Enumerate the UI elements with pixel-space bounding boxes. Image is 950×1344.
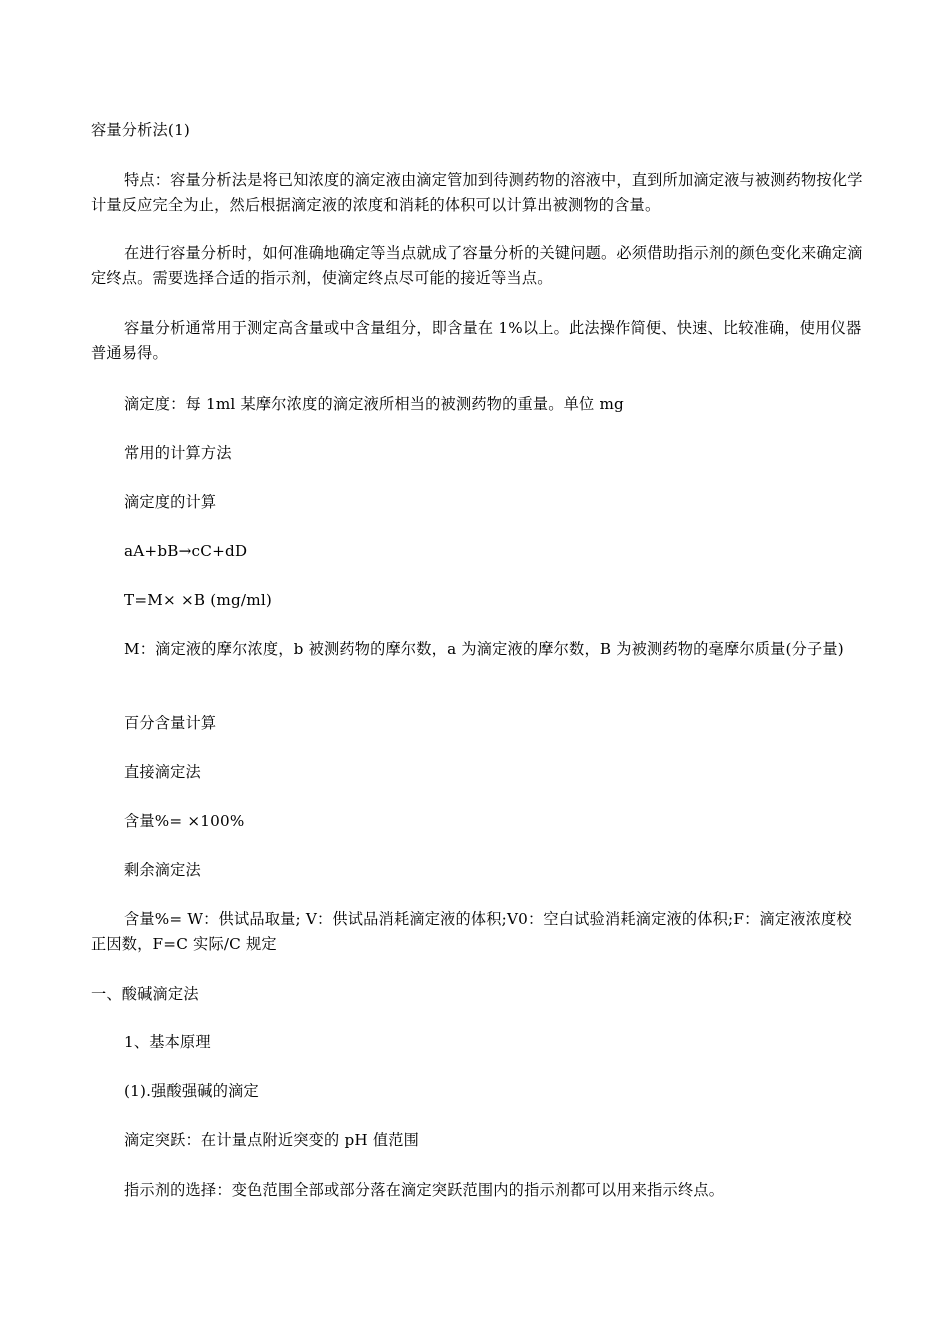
paragraph-equivalence-point: 在进行容量分析时，如何准确地确定等当点就成了容量分析的关键问题。必须借助指示剂的颜色变化来确定滴定终点。需要选择合适的指示剂，使滴定终点尽可能的接近等当点。 — [91, 244, 863, 287]
back-titration-formula: 含量%= W：供试品取量; V：供试品消耗滴定液的体积;V0：空白试验消耗滴定液的体积;F：滴定液浓度校正因数，F=C 实际/C 规定 — [91, 910, 852, 953]
heading-direct-titration: 直接滴定法 — [124, 763, 201, 781]
heading-percentage-content: 百分含量计算 — [124, 714, 217, 732]
subsection-strong-acid-base: (1).强酸强碱的滴定 — [124, 1082, 259, 1100]
heading-back-titration: 剩余滴定法 — [124, 861, 201, 879]
document-title: 容量分析法(1) — [91, 121, 191, 139]
direct-titration-formula: 含量%= ×100% — [124, 812, 245, 830]
paragraph-usage: 容量分析通常用于测定高含量或中含量组分，即含量在 1%以上。此法操作简便、快速、比较准确，使用仪器普通易得。 — [91, 319, 862, 362]
section-heading-acid-base: 一、酸碱滴定法 — [91, 985, 199, 1003]
paragraph-variable-definitions: M：滴定液的摩尔浓度，b 被测药物的摩尔数，a 为滴定液的摩尔数，B 为被测药物的毫摩尔质量(分子量) — [124, 640, 844, 658]
heading-calculation-methods: 常用的计算方法 — [124, 444, 232, 462]
heading-titer-calculation: 滴定度的计算 — [124, 493, 217, 511]
paragraph-indicator-selection: 指示剂的选择：变色范围全部或部分落在滴定突跃范围内的指示剂都可以用来指示终点。 — [124, 1181, 725, 1199]
paragraph-characteristics: 特点：容量分析法是将已知浓度的滴定液由滴定管加到待测药物的溶液中，直到所加滴定液与被测药物按化学计量反应完全为止，然后根据滴定液的浓度和消耗的体积可以计算出被测物的含量。 — [91, 171, 863, 214]
titer-formula: T=M× ×B (mg/ml) — [124, 591, 273, 609]
subsection-basic-principle: 1、基本原理 — [124, 1033, 211, 1051]
paragraph-titration-jump: 滴定突跃：在计量点附近突变的 pH 值范围 — [124, 1131, 420, 1149]
paragraph-titer-definition: 滴定度：每 1ml 某摩尔浓度的滴定液所相当的被测药物的重量。单位 mg — [124, 395, 624, 413]
reaction-equation: aA+bB→cC+dD — [124, 542, 248, 560]
